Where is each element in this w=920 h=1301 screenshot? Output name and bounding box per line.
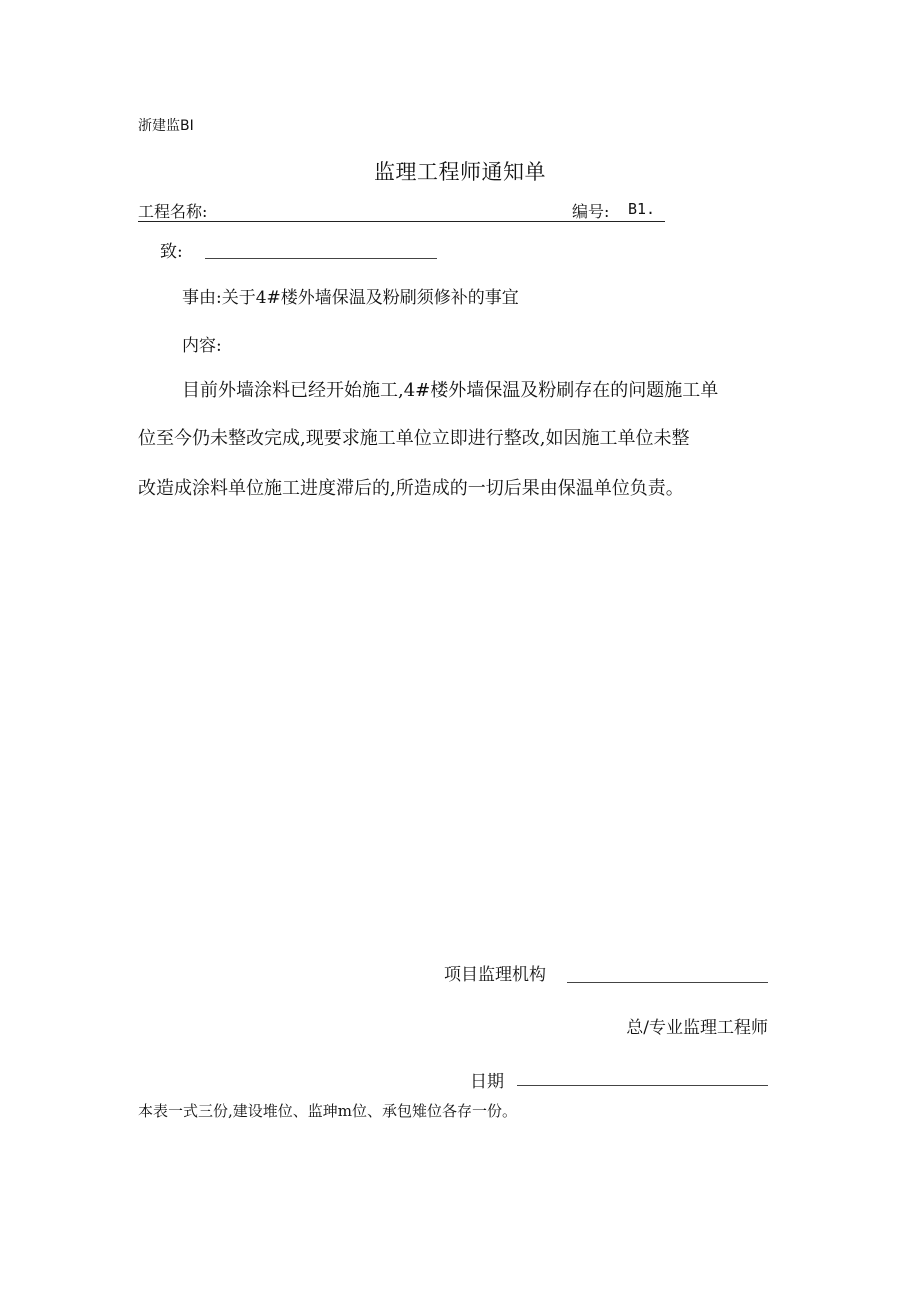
date-label: 日期 (470, 1072, 504, 1092)
page-title: 监理工程师通知单 (374, 160, 546, 184)
footer-note: 本表一式三份,建设堆位、监珅m位、承包雉位各存一份。 (138, 1102, 517, 1120)
project-info-row (138, 197, 665, 222)
project-name-label: 工程名称: (138, 202, 208, 221)
supervision-org-label: 项目监理机构 (444, 965, 546, 985)
form-code: 浙建监BI (138, 118, 194, 134)
supervision-org-blank-line (567, 982, 768, 983)
to-label: 致: (160, 242, 183, 262)
content-label: 内容: (182, 336, 222, 356)
body-text-line-1: 目前外墙涂料已经开始施工,4#楼外墙保温及粉刷存在的问题施工单 (182, 380, 719, 401)
date-blank-line (517, 1085, 768, 1086)
to-blank-line (205, 258, 437, 259)
body-text-line-2: 位至今仍未整改完成,现要求施工单位立即进行整改,如因施工单位未整 (138, 428, 690, 449)
body-text-line-3: 改造成涂料单位施工进度滞后的,所造成的一切后果由保温单位负责。 (138, 478, 684, 499)
subject-line: 事由:关于4#楼外墙保温及粉刷须修补的事宜 (182, 288, 519, 308)
number-value: B1. (628, 200, 656, 218)
engineer-label: 总/专业监理工程师 (626, 1018, 768, 1038)
number-label: 编号: (572, 202, 610, 221)
